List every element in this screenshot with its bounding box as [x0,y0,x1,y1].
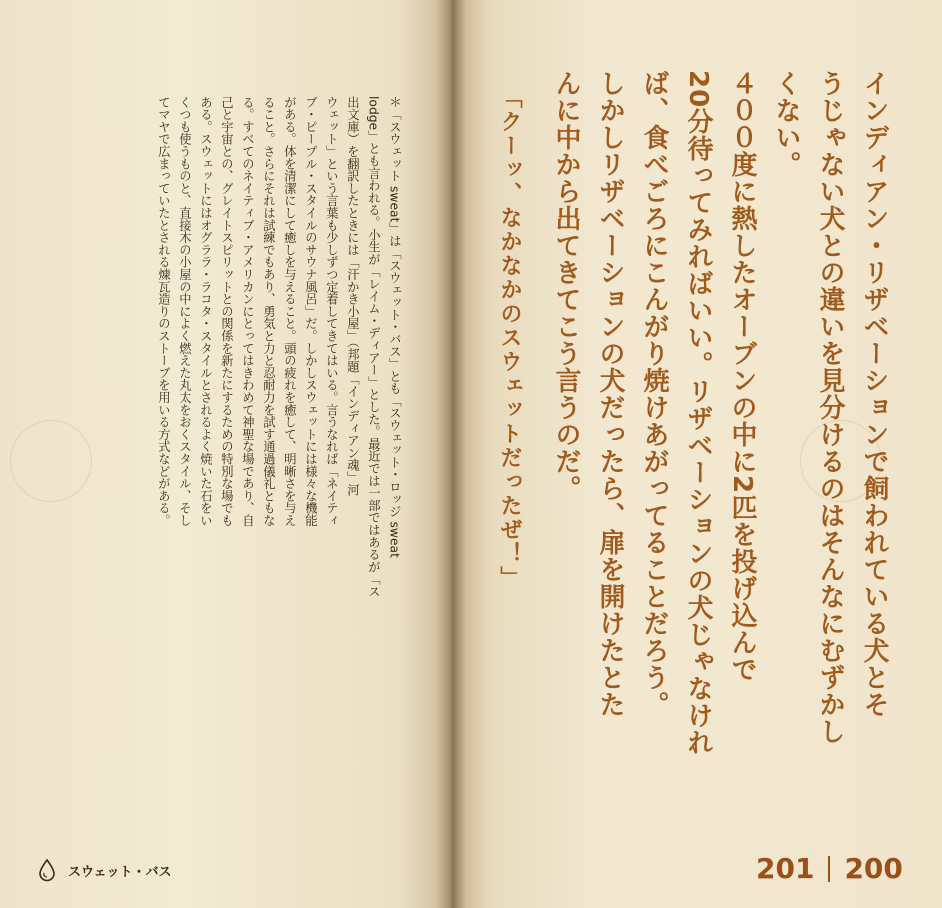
faint-showthrough-mark [10,420,92,502]
page-number-divider [828,856,830,882]
page-number-right: 200 [844,852,903,885]
main-text-line: ば、食べごろにこんがり焼けあがってることだろう。 [639,70,669,718]
note-text-line: ること。さらにそれは試練でもあり、勇気と力と忍耐力を試す通過儀礼ともな [261,96,276,527]
note-text-line: る。すべてのネイティブ・アメリカンにとってはきわめて神聖な場であり、自 [240,96,255,527]
main-text-line: しかしリザベーションの犬だったら、扉を開けたとた [595,70,625,718]
main-text-line: くない。 [771,70,801,178]
note-text-line: がある。体を清潔にして癒しを与えること。頭の疲れを癒して、明晰さを与え [282,96,297,527]
note-text-line: くつも使うものと、直接木の小屋の中によく燃えた丸太をおくスタイル、そし [177,96,192,527]
main-text-line: うじゃない犬との違いを見分けるのはそんなにむずかし [815,70,845,745]
note-text-line: ウェット」という言葉も少しずつ定着してきてはいる。言うなれば「ネイティ [324,96,339,527]
note-text-line: てマヤで広まっていたとされる煉瓦造りのストーブを用いる方式などがある。 [156,96,171,527]
main-text-line: 20分待ってみればいい。リザベーションの犬じゃなけれ [683,70,713,757]
note-text-line: ブ・ピープル・スタイルのサウナ風呂」だ。しかしスウェットには様々な機能 [303,96,318,527]
note-text-line: 己と宇宙との、グレイトスピリットとの関係を新たにするための特別な場でも [219,96,234,527]
quote-line: 「クーッ、なかなかのスウェットだったぜ！」 [497,86,522,590]
note-text-line: ＊「スウェット sweat」は「スウェット・バス」とも「スウェット・ロッジ sweat [387,96,402,558]
main-text-line: んに中から出てきてこう言うのだ。 [551,70,581,502]
note-text-line: ある。スウェットにはオグララ・ラコタ・スタイルとされるよく焼いた石をい [198,96,213,527]
book-gutter [436,0,466,908]
main-text-line: ４００度に熱したオーブンの中に2匹を投げ込んで [727,70,757,684]
note-text-line: lodge」とも言われる。小生が「レイム・ディアー」とした。最近では一部ではあるが「ス [366,96,381,598]
page-number-left: 201 [756,852,815,885]
main-text-line: インディアン・リザベーションで飼われている犬とそ [859,70,889,718]
section-title: スウェット・バス [68,864,172,880]
page-numbers [756,852,903,885]
note-text-line: 出文庫）を翻訳したときには「汗かき小屋」（邦題「インディアン魂」河 [345,96,360,496]
running-footer [38,858,171,882]
water-drop-icon [38,858,56,882]
